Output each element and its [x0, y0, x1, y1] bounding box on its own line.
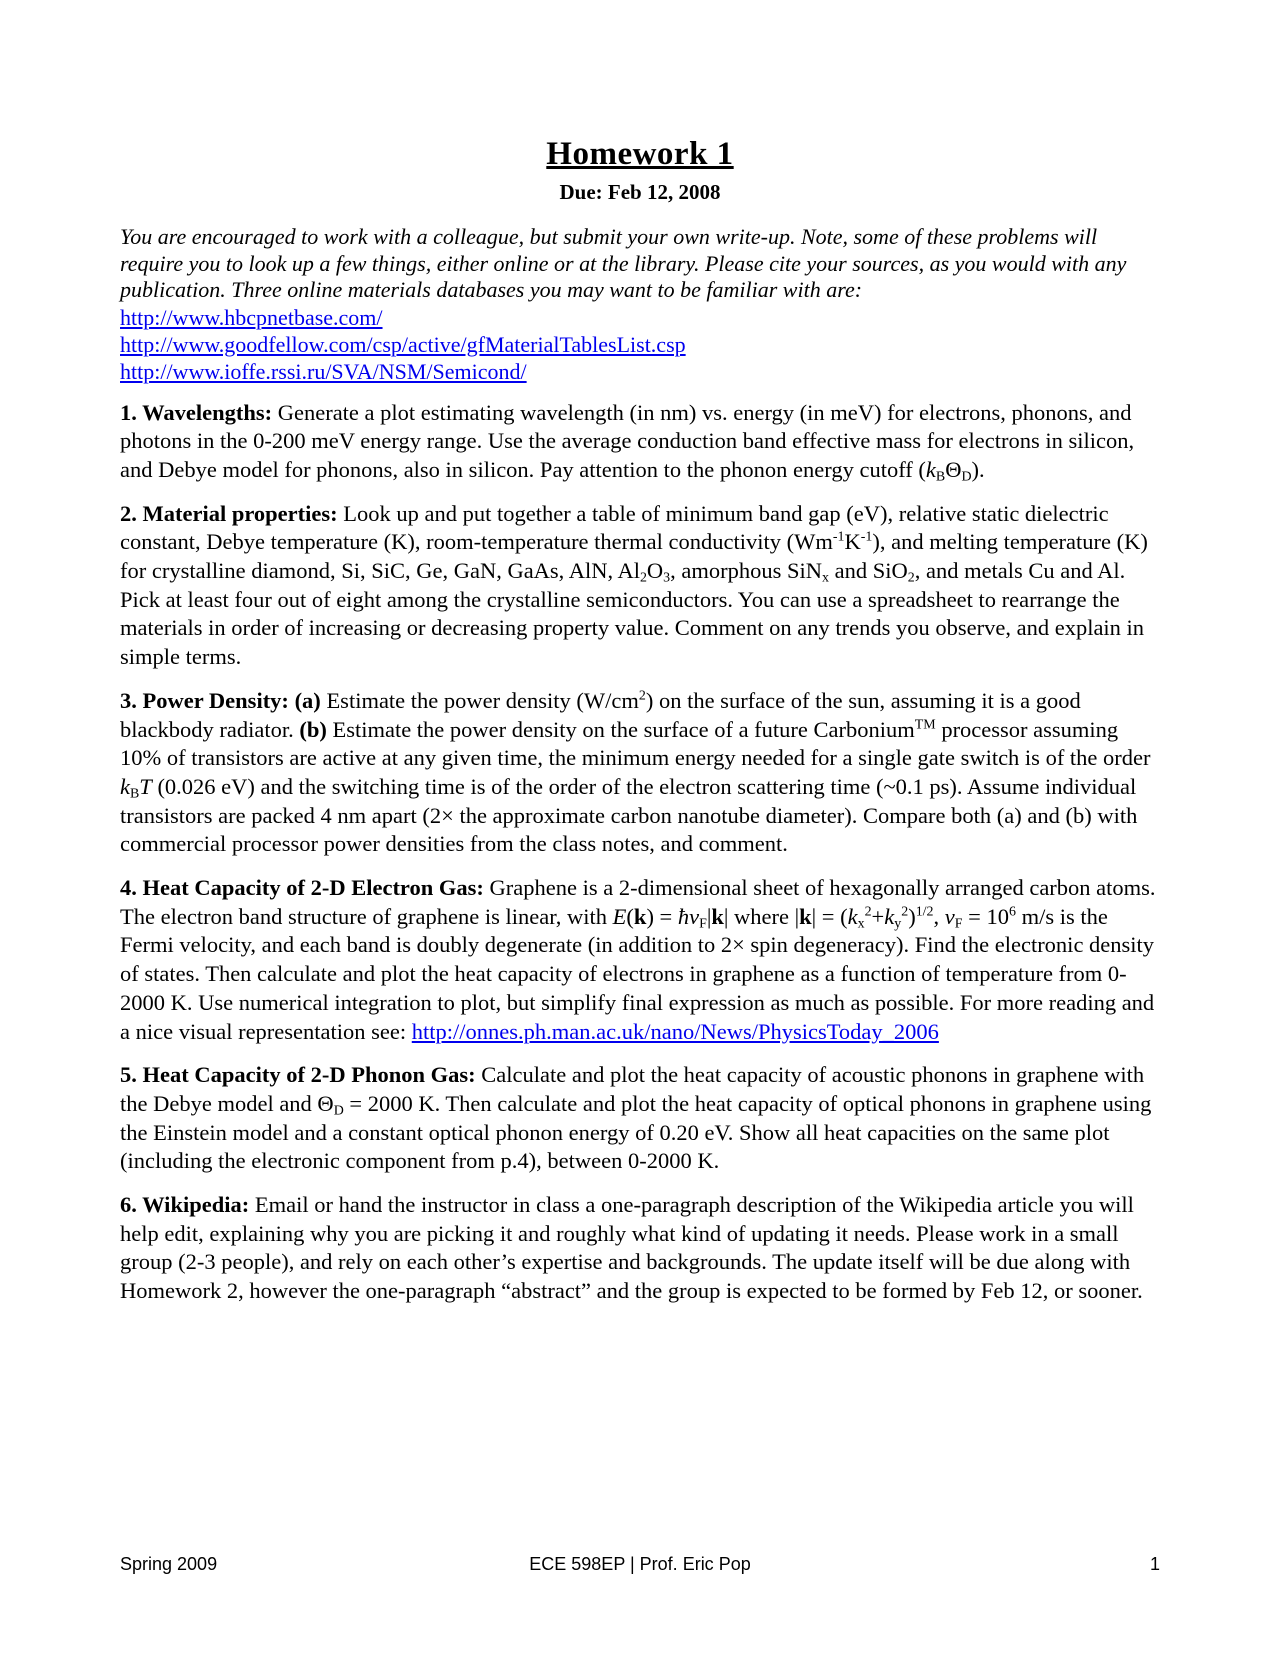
problem-4-text: ): [908, 903, 916, 929]
symbol-k: k: [120, 773, 130, 799]
symbol-k: k: [884, 903, 895, 929]
symbol-T: T: [139, 773, 152, 799]
symbol-theta: Θ: [945, 456, 962, 482]
problem-3-text: processor assuming 10% of transistors are active at any given time, the minimum energy needed for a single gate switch is of the order: [120, 716, 1151, 771]
problem-5-text: = 2000 K. Then calculate and plot the heat capacity of optical phonons in graphene using the Einstein model and a constant optical phonon energy of 0.20 eV. Show all heat capacities on the same plot (including the electronic component from p.4), between 0-2000 K.: [120, 1090, 1152, 1174]
due-date: Due: Feb 12, 2008: [559, 180, 721, 204]
symbol-E: E: [612, 903, 627, 929]
problem-5-text: Calculate and plot the heat capacity of acoustic phonons in graphene with the Debye model and Θ: [120, 1062, 1145, 1116]
problem-4-text: ) =: [646, 903, 678, 929]
symbol-k-bold: k: [711, 903, 724, 929]
problem-2-text: and SiO: [828, 558, 908, 584]
problem-3-text: Estimate the power density on the surface of a future Carbonium: [326, 716, 915, 742]
subscript: D: [961, 469, 972, 485]
subscript: F: [954, 916, 963, 932]
database-links: [120, 304, 1160, 385]
problem-4-text: +: [871, 903, 885, 929]
subscript: x: [857, 916, 865, 932]
footer-semester: Spring 2009: [120, 1554, 218, 1574]
link-ioffe[interactable]: http://www.ioffe.rssi.ru/SVA/NSM/Semicond/: [120, 358, 527, 384]
problem-3-text: ) on the surface of the sun, assuming it is a good blackbody radiator.: [120, 687, 1081, 742]
problem-1-text-end: ).: [971, 456, 985, 482]
subscript: D: [333, 1103, 344, 1119]
problem-2-text: O: [646, 558, 664, 584]
problem-2-text: K: [844, 529, 861, 555]
problem-4-text: |: [706, 903, 712, 929]
footer-course: ECE 598EP | Prof. Eric Pop: [529, 1554, 751, 1574]
problem-4-heading: 4. Heat Capacity of 2-D Electron Gas:: [120, 875, 484, 901]
link-physics-today[interactable]: http://onnes.ph.man.ac.uk/nano/News/PhysicsToday_2006: [411, 1018, 939, 1044]
problem-2-text: , and metals Cu and Al. Pick at least four out of eight among the crystalline semiconductors. You can use a spreadsheet to rearrange the materials in order of increasing or decreasing property value. Comment on any trends you observe, and explain in simple terms.: [120, 558, 1145, 670]
symbol-k-bold: k: [633, 903, 647, 929]
part-b-label: (b): [299, 716, 327, 742]
symbol-k-bold: k: [799, 903, 812, 929]
problem-4-text: m/s is the Fermi velocity, and each band is doubly degenerate (in addition to 2× spin degeneracy). Find the electronic density of states. Then calculate and plot the heat capacity of electrons in graphene as a function of temperature from 0-2000 K. Use numerical integration to plot, but simplify final expression as much as possible. For more reading and a nice visual representation see:: [120, 903, 1155, 1044]
problem-4-text: ,: [933, 903, 945, 929]
symbol-k: k: [925, 456, 936, 482]
superscript: 6: [1008, 904, 1016, 920]
problem-1-text: Generate a plot estimating wavelength (in nm) vs. energy (in meV) for electrons, phonons, and photons in the 0-200 meV energy range. Use the average conduction band effective mass for electrons in silicon, and Debye model for phonons, also in silicon. Pay attention to the phonon energy cutoff (: [120, 399, 1135, 482]
problem-6-text: Email or hand the instructor in class a one-paragraph description of the Wikipedia article you will help edit, explaining why you are picking it and roughly what kind of updating it needs. Please work in a small group (2-3 people), and rely on each other’s expertise and backgrounds. The update itself will be due along with Homework 2, however the one-paragraph “abstract” and the group is expected to be formed by Feb 12, or sooner.: [120, 1192, 1143, 1304]
superscript: -1: [832, 529, 845, 545]
subscript: y: [894, 916, 902, 932]
superscript: 1/2: [915, 904, 934, 920]
problem-5-heading: 5. Heat Capacity of 2-D Phonon Gas:: [120, 1062, 476, 1088]
problem-6: [120, 1191, 1160, 1306]
link-hbcpnetbase[interactable]: http://www.hbcpnetbase.com/: [120, 304, 383, 330]
symbol-hbar: ħ: [677, 903, 690, 929]
subscript: 3: [663, 570, 671, 586]
footer-page-number: 1: [1149, 1554, 1160, 1574]
link-goodfellow[interactable]: http://www.goodfellow.com/csp/active/gfMaterialTablesList.csp: [120, 331, 686, 357]
problem-4-text: (: [626, 903, 634, 929]
part-a-label: (a): [288, 687, 321, 713]
superscript: 2: [638, 688, 646, 704]
superscript: -1: [860, 529, 873, 545]
problem-6-heading: 6. Wikipedia:: [120, 1192, 250, 1218]
problem-4-text: = 10: [962, 903, 1009, 929]
problem-5: [120, 1061, 1160, 1176]
problem-1-heading: 1. Wavelengths:: [120, 399, 273, 425]
problem-3-text: Estimate the power density (W/cm: [320, 687, 639, 713]
subscript: B: [935, 469, 946, 485]
symbol-k: k: [847, 903, 858, 929]
superscript: 2: [864, 904, 872, 920]
problem-2-heading: 2. Material properties:: [120, 500, 338, 526]
symbol-v: v: [944, 903, 955, 929]
problem-3: [120, 687, 1160, 859]
problem-4-text: | where |: [723, 903, 800, 929]
problem-2: [120, 500, 1160, 672]
subscript: B: [130, 786, 140, 802]
problem-4: [120, 874, 1160, 1046]
problem-2-text: , amorphous SiN: [670, 558, 823, 584]
problem-3-heading: 3. Power Density:: [120, 687, 289, 713]
problem-2-text: ), and melting temperature (K) for crystalline diamond, Si, SiC, Ge, GaN, GaAs, AlN, Al: [120, 529, 1148, 584]
trademark: TM: [914, 717, 936, 733]
subscript: x: [822, 570, 829, 586]
subscript: F: [699, 916, 707, 932]
problem-4-text: Graphene is a 2-dimensional sheet of hexagonally arranged carbon atoms. The electron band structure of graphene is linear, with: [120, 875, 1156, 929]
problem-3-text: (0.026 eV) and the switching time is of the order of the electron scattering time (~0.1 ps). Assume individual transistors are packed 4 nm apart (2× the approximate carbon nanotube diameter). Compare both (a) and (b) with commercial processor power densities from the class notes, and comment.: [120, 773, 1138, 857]
subscript: 2: [907, 570, 915, 586]
problem-4-text: | = (: [811, 903, 848, 929]
subscript: 2: [639, 570, 647, 586]
symbol-v: v: [689, 903, 700, 929]
problem-1: [120, 399, 1160, 485]
problem-2-text: Look up and put together a table of minimum band gap (eV), relative static dielectric constant, Debye temperature (K), room-temperature thermal conductivity (Wm: [120, 500, 1109, 555]
superscript: 2: [901, 904, 909, 920]
intro-paragraph: You are encouraged to work with a colleague, but submit your own write-up. Note, some of these problems will require you to look up a few things, either online or at the library. Please cite your sources, as you would with any publication. Three online materials databases you may want to be familiar with are:: [120, 224, 1127, 302]
document-body: [120, 224, 1160, 1321]
page-title: Homework 1: [546, 136, 734, 172]
